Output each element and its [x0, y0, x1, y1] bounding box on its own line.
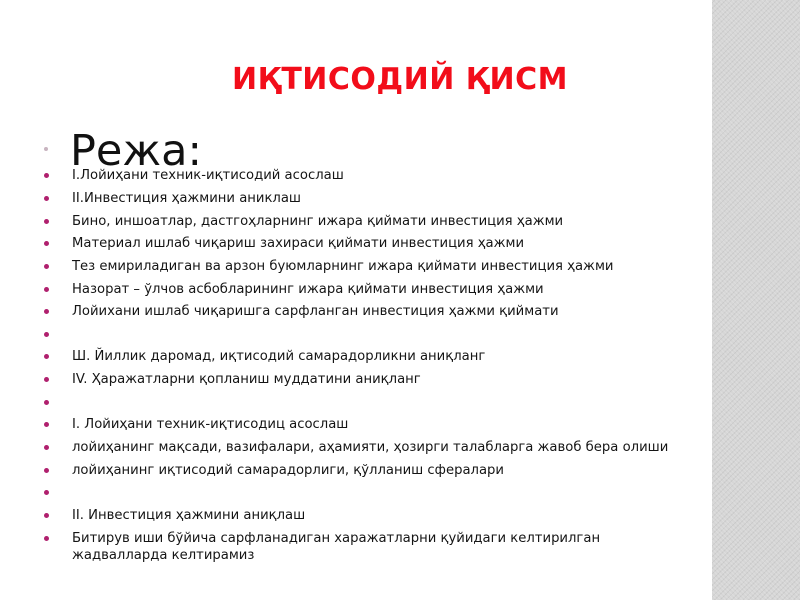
- list-item-text: Бино, иншоатлар, дастгоҳларнинг ижара қиймати инвестиция ҳажми: [72, 214, 564, 229]
- bullet-icon: [44, 468, 49, 473]
- list-item-text: Лойихани ишлаб чиқаришга сарфланган инвестиция ҳажми қиймати: [72, 304, 559, 319]
- bullet-icon: [44, 490, 49, 495]
- list-item-text: лойиҳанинг иқтисодий самарадорлиги, қўлланиш сфералари: [72, 463, 504, 478]
- list-item-text: Ш. Йиллик даромад, иқтисодий самарадорликни аниқланг: [72, 349, 486, 364]
- plan-heading: Режа:: [70, 126, 202, 176]
- bullet-icon: [44, 377, 49, 382]
- slide-title: ИҚТИСОДИЙ ҚИСМ: [231, 62, 569, 97]
- bullet-icon: [44, 196, 49, 201]
- bullet-icon: [44, 173, 49, 178]
- bullet-icon: [44, 219, 49, 224]
- list-item-text: II.Инвестиция ҳажмини аниклаш: [72, 191, 302, 206]
- list-item-text: IV. Ҳаражатларни қопланиш муддатини аниқланг: [72, 372, 421, 387]
- list-item-text: Битирув иши бўйича сарфланадиган харажатларни қуйидаги келтирилган жадвалларда келтирамиз: [72, 531, 601, 563]
- heading-bullet-icon: [44, 147, 48, 151]
- bullet-icon: [44, 400, 49, 405]
- list-item-text: Тез емириладиган ва арзон буюмларнинг ижара қиймати инвестиция ҳажми: [72, 259, 614, 274]
- bullet-icon: [44, 513, 49, 518]
- list-item-text: лойиҳанинг мақсади, вазифалари, аҳамияти, ҳозирги талабларга жавоб бера олиши: [72, 440, 669, 455]
- bullet-icon: [44, 354, 49, 359]
- bullet-icon: [44, 422, 49, 427]
- bullet-icon: [44, 536, 49, 541]
- bullet-icon: [44, 287, 49, 292]
- bullet-icon: [44, 332, 49, 337]
- bullet-icon: [44, 445, 49, 450]
- list-item-text: I. Лойиҳани техник-иқтисодиц асослаш: [72, 417, 349, 432]
- bullet-icon: [44, 309, 49, 314]
- bullet-icon: [44, 264, 49, 269]
- list-item-text: Материал ишлаб чиқариш захираси қиймати инвестиция ҳажми: [72, 236, 525, 251]
- list-item-text: I.Лойиҳани техник-иқтисодий асослаш: [72, 168, 344, 183]
- bullet-icon: [44, 241, 49, 246]
- list-item-text: II. Инвестиция ҳажмини аниқлаш: [72, 508, 306, 523]
- list-item-text: Назорат – ўлчов асбобларининг ижара қиймати инвестиция ҳажми: [72, 282, 544, 297]
